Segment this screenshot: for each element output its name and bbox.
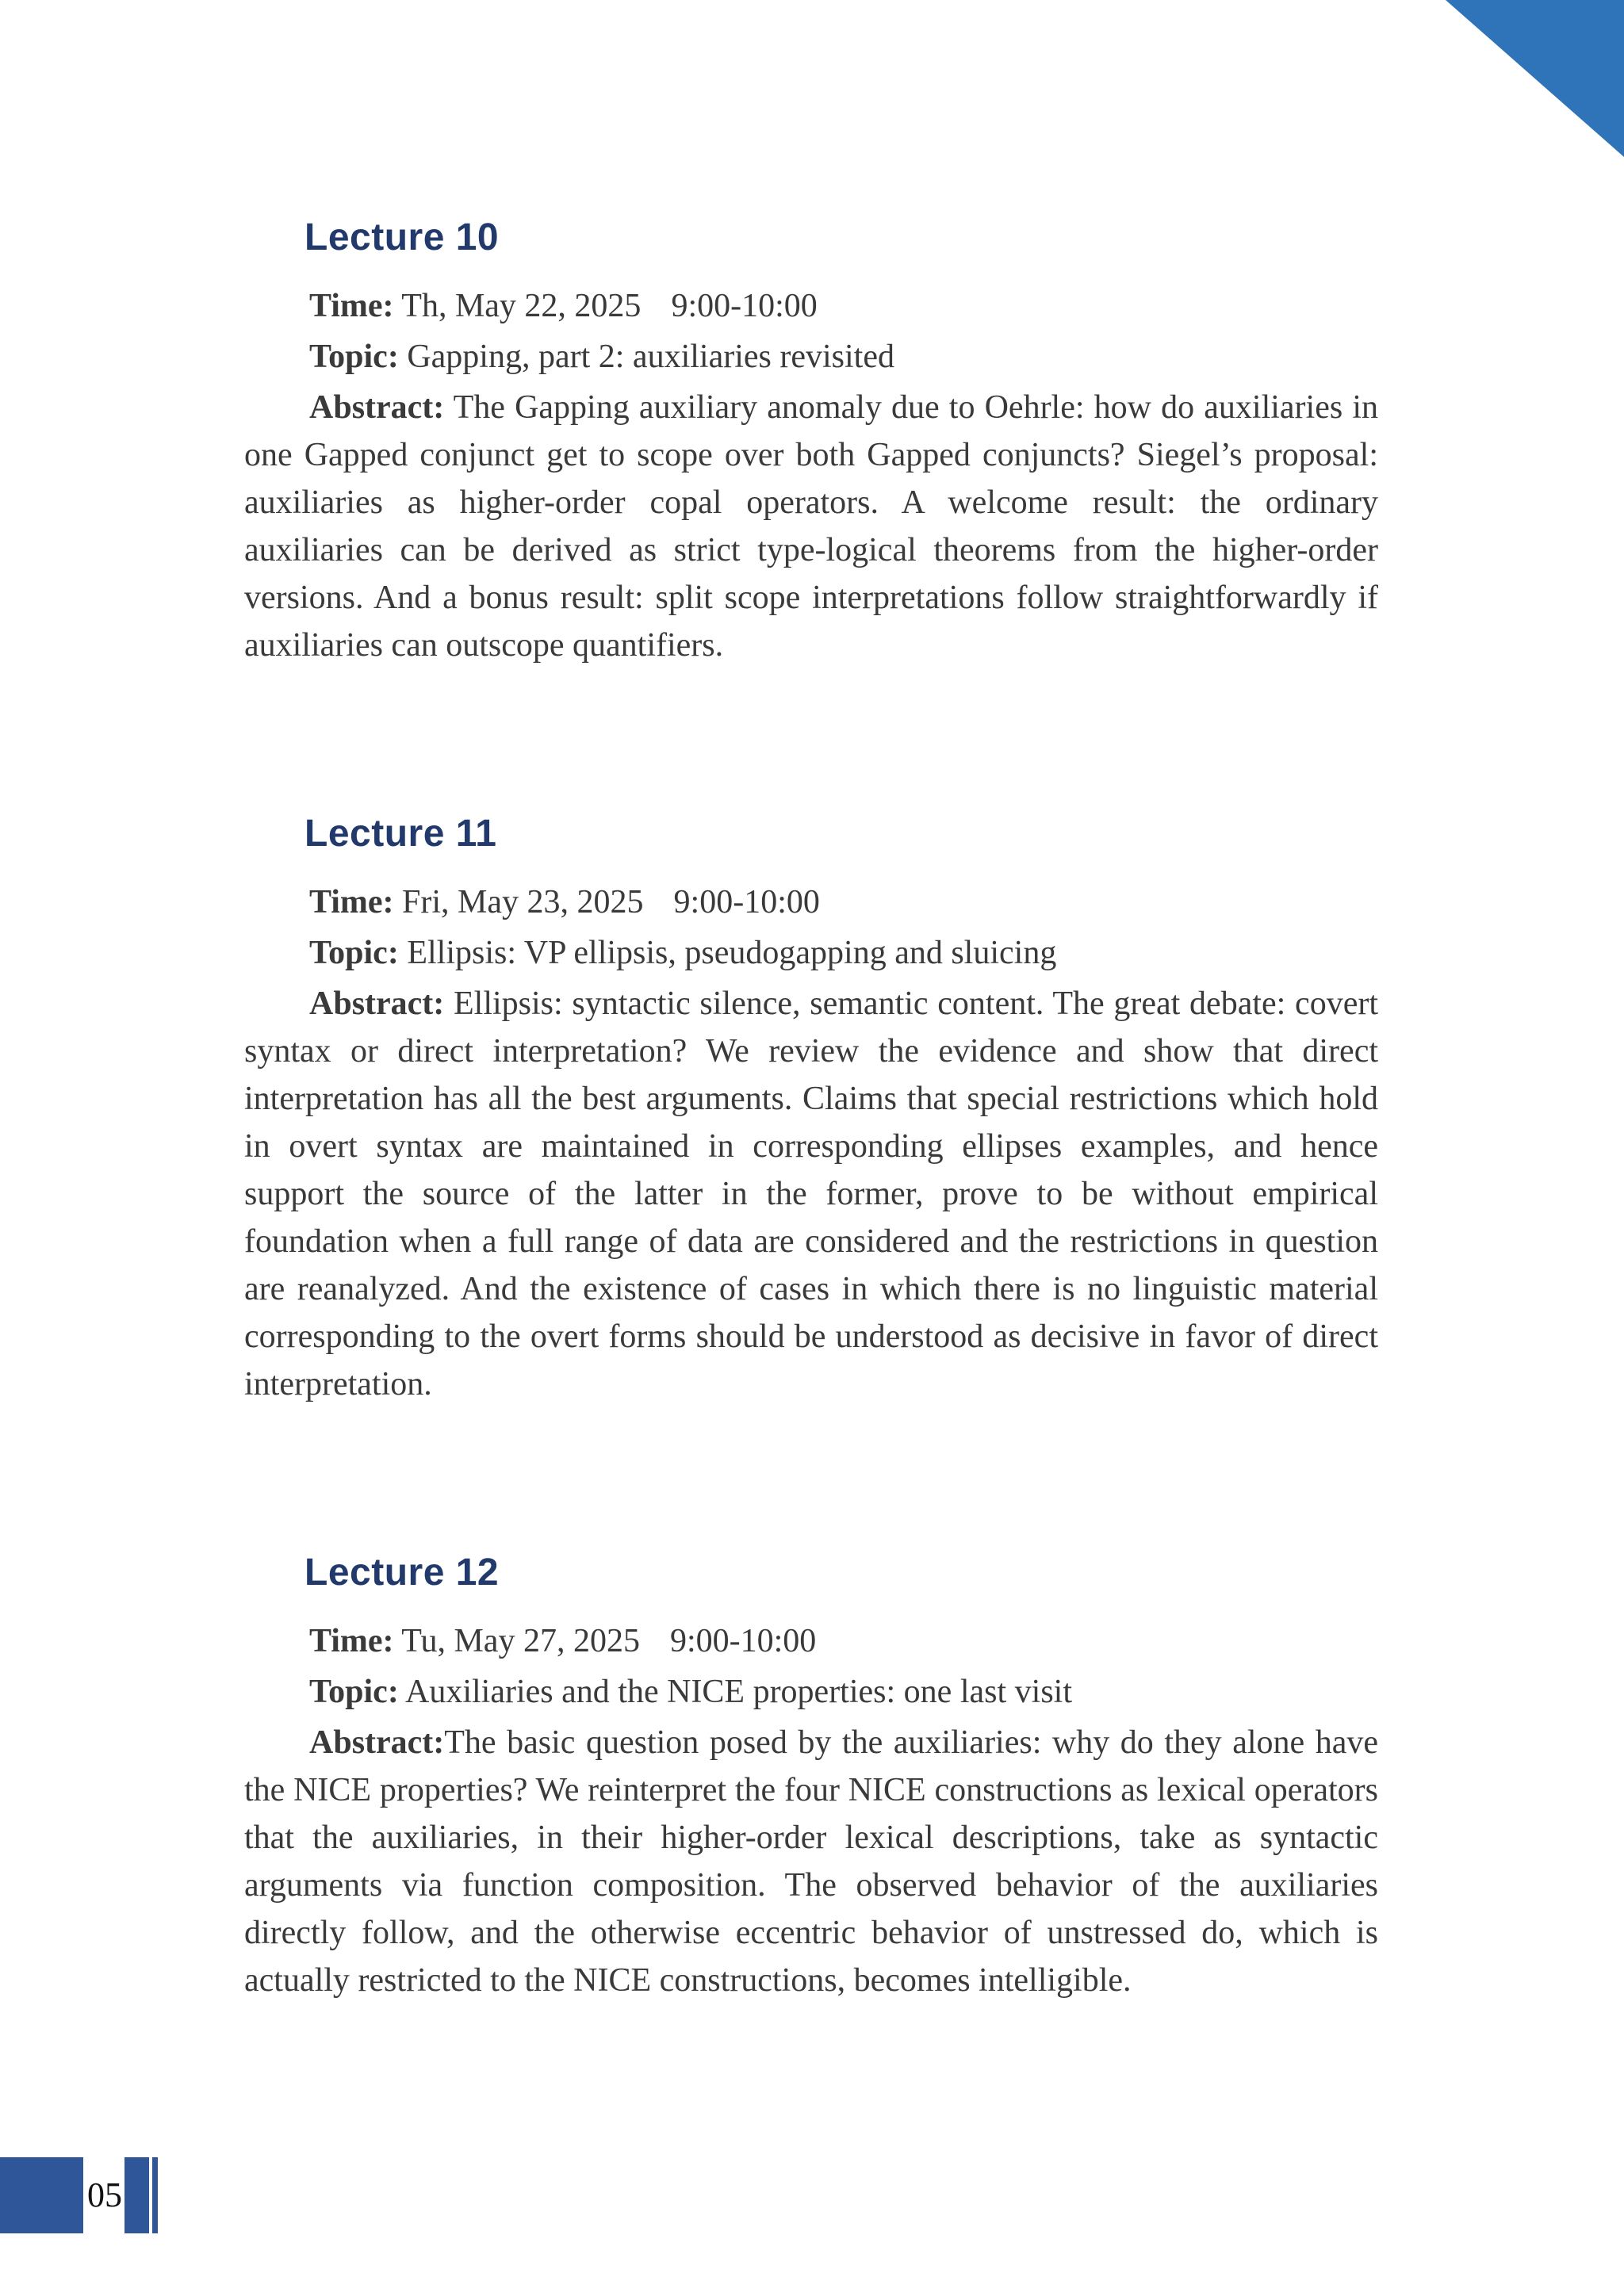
time-date: Th, May 22, 2025 — [393, 288, 642, 324]
time-date: Fri, May 23, 2025 — [393, 884, 644, 920]
time-label: Time: — [309, 288, 394, 324]
footer-bar-decoration — [124, 2157, 149, 2233]
lecture-section-10 — [244, 216, 1378, 669]
topic-label: Topic: — [309, 1674, 399, 1710]
lecture-topic-line — [244, 333, 1378, 381]
lecture-section-11 — [244, 812, 1378, 1408]
topic-text: Auxiliaries and the NICE properties: one last visit — [398, 1674, 1072, 1710]
lecture-time-line — [244, 878, 1378, 926]
time-range: 9:00-10:00 — [671, 288, 818, 324]
lecture-time-line — [244, 1617, 1378, 1665]
footer-thin-bar-decoration — [152, 2157, 158, 2233]
topic-label: Topic: — [309, 339, 399, 375]
lecture-section-12 — [244, 1551, 1378, 2004]
footer-left-block — [0, 2157, 83, 2233]
topic-label: Topic: — [309, 935, 399, 971]
abstract-label: Abstract: — [309, 985, 445, 1022]
topic-text: Gapping, part 2: auxiliaries revisited — [398, 339, 894, 375]
lecture-abstract — [244, 980, 1378, 1408]
topic-text: Ellipsis: VP ellipsis, pseudogapping and sluicing — [398, 935, 1057, 971]
time-label: Time: — [309, 884, 394, 920]
lecture-topic-line — [244, 929, 1378, 977]
abstract-text: Ellipsis: syntactic silence, semantic content. The great debate: covert syntax or direct interpretation? We review the evidence and show that direct interpretation has all the best arguments. Claims that special restrictions which hold in overt syntax are maintained in corresponding ellipses examples, and hence support the source of the latter in the former, prove to be without empirical foundation when a full range of data are considered and the restrictions in question are reanalyzed. And the existence of cases in which there is no linguistic material corresponding to the overt forms should be understood as decisive in favor of direct interpretation. — [244, 985, 1378, 1402]
abstract-text: The basic question posed by the auxiliaries: why do they alone have the NICE properties? We reinterpret the four NICE constructions as lexical operators that the auxiliaries, in their higher-order lexical descriptions, take as syntactic arguments via function composition. The observed behavior of the auxiliaries directly follow, and the otherwise eccentric behavior of unstressed do, which is actually restricted to the NICE constructions, becomes intelligible. — [244, 1724, 1378, 1999]
abstract-text: The Gapping auxiliary anomaly due to Oehrle: how do auxiliaries in one Gapped conjunct get to scope over both Gapped conjuncts? Siegel’s proposal: auxiliaries as higher-order copal operators. A welcome result: the ordinary auxiliaries can be derived as strict type-logical theorems from the higher-order versions. And a bonus result: split scope interpretations follow straightforwardly if auxiliaries can outscope quantifiers. — [244, 389, 1378, 664]
lecture-topic-line — [244, 1668, 1378, 1716]
time-label: Time: — [309, 1623, 394, 1659]
time-range: 9:00-10:00 — [673, 884, 820, 920]
lecture-abstract — [244, 384, 1378, 669]
lecture-title: Lecture 12 — [304, 1552, 500, 1594]
page-content — [244, 216, 1378, 2004]
lecture-time-line — [244, 282, 1378, 330]
page-number: 05 — [87, 2175, 122, 2214]
time-date: Tu, May 27, 2025 — [393, 1623, 640, 1659]
lecture-title: Lecture 11 — [304, 813, 497, 855]
abstract-label: Abstract: — [309, 389, 445, 426]
abstract-label: Abstract: — [309, 1724, 445, 1761]
corner-triangle-decoration — [1446, 0, 1624, 157]
lecture-abstract — [244, 1719, 1378, 2004]
time-range: 9:00-10:00 — [669, 1623, 817, 1659]
lecture-title: Lecture 10 — [304, 216, 500, 258]
